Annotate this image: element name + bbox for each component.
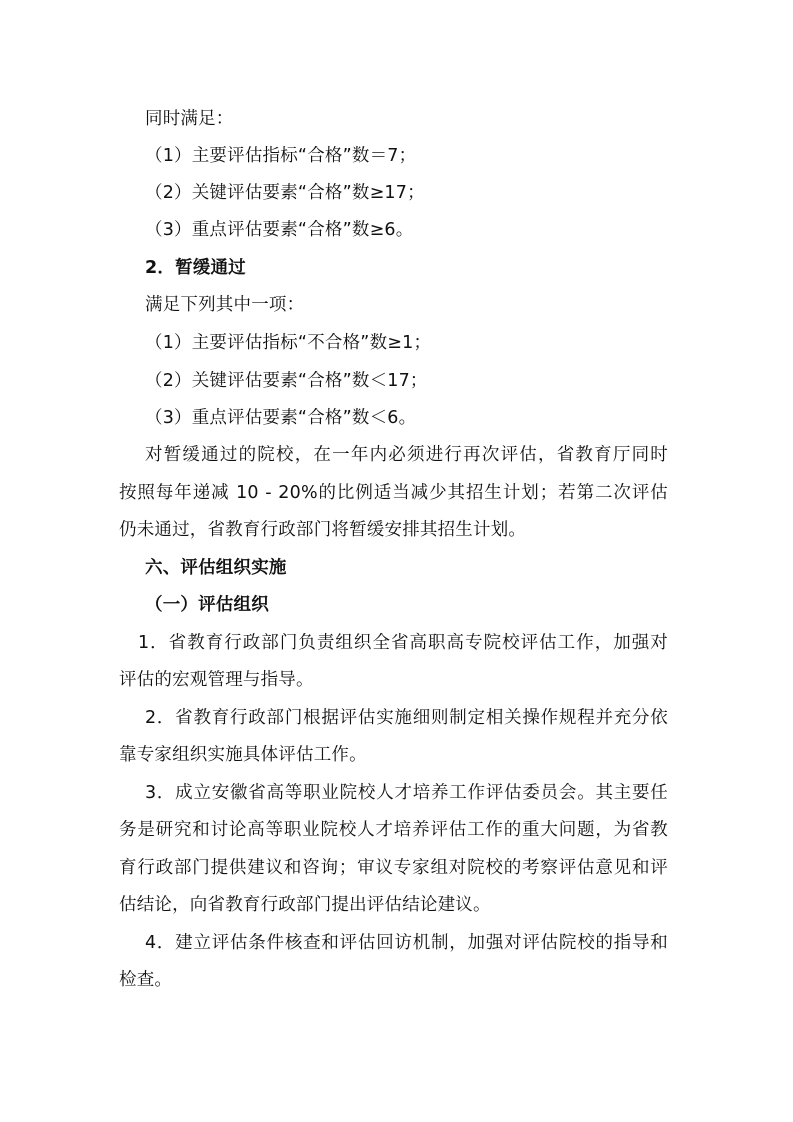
text-line-deferred-condition-1: （1）主要评估指标“不合格”数≥1；	[145, 333, 432, 353]
item-2-line-1: 2．省教育行政部门根据评估实施细则制定相关操作规程并充分依	[145, 708, 668, 728]
paragraph-deferred-line-3: 仍未通过，省教育行政部门将暂缓安排其招生计划。	[119, 520, 527, 540]
section-heading-deferred-pass: 2．暂缓通过	[145, 258, 246, 278]
paragraph-deferred-line-1: 对暂缓通过的院校，在一年内必须进行再次评估，省教育厅同时	[145, 445, 668, 465]
item-4-line-2: 检查。	[119, 970, 173, 990]
text-line-satisfy-one: 满足下列其中一项：	[145, 295, 305, 315]
text-line-condition-2: （2）关键评估要素“合格”数≥17；	[145, 183, 425, 203]
item-4-line-1: 4．建立评估条件核查和评估回访机制，加强对评估院校的指导和	[145, 933, 668, 953]
item-1-line-2: 评估的宏观管理与指导。	[119, 670, 314, 690]
text-line-satisfy-all: 同时满足：	[145, 109, 234, 129]
item-2-line-2: 靠专家组织实施具体评估工作。	[119, 745, 367, 765]
text-line-condition-3: （3）重点评估要素“合格”数≥6。	[145, 220, 414, 240]
section-heading-implementation: 六、评估组织实施	[145, 558, 287, 578]
item-3-line-4: 估结论，向省教育行政部门提出评估结论建议。	[119, 895, 491, 915]
item-1-line-1: 1．省教育行政部门负责组织全省高职高专院校评估工作，加强对	[138, 633, 668, 653]
item-3-line-3: 育行政部门提供建议和咨询；审议专家组对院校的考察评估意见和评	[119, 858, 668, 878]
text-line-deferred-condition-3: （3）重点评估要素“合格”数＜6。	[145, 408, 417, 428]
text-line-deferred-condition-2: （2）关键评估要素“合格”数＜17；	[145, 371, 428, 391]
paragraph-deferred-line-2: 按照每年递减 10 - 20%的比例适当减少其招生计划；若第二次评估	[119, 483, 668, 503]
item-3-line-1: 3．成立安徽省高等职业院校人才培养工作评估委员会。其主要任	[145, 783, 668, 803]
item-3-line-2: 务是研究和讨论高等职业院校人才培养评估工作的重大问题，为省教	[119, 820, 668, 840]
text-line-condition-1: （1）主要评估指标“合格”数＝7；	[145, 146, 417, 166]
subsection-heading-organization: （一）评估组织	[145, 595, 269, 615]
